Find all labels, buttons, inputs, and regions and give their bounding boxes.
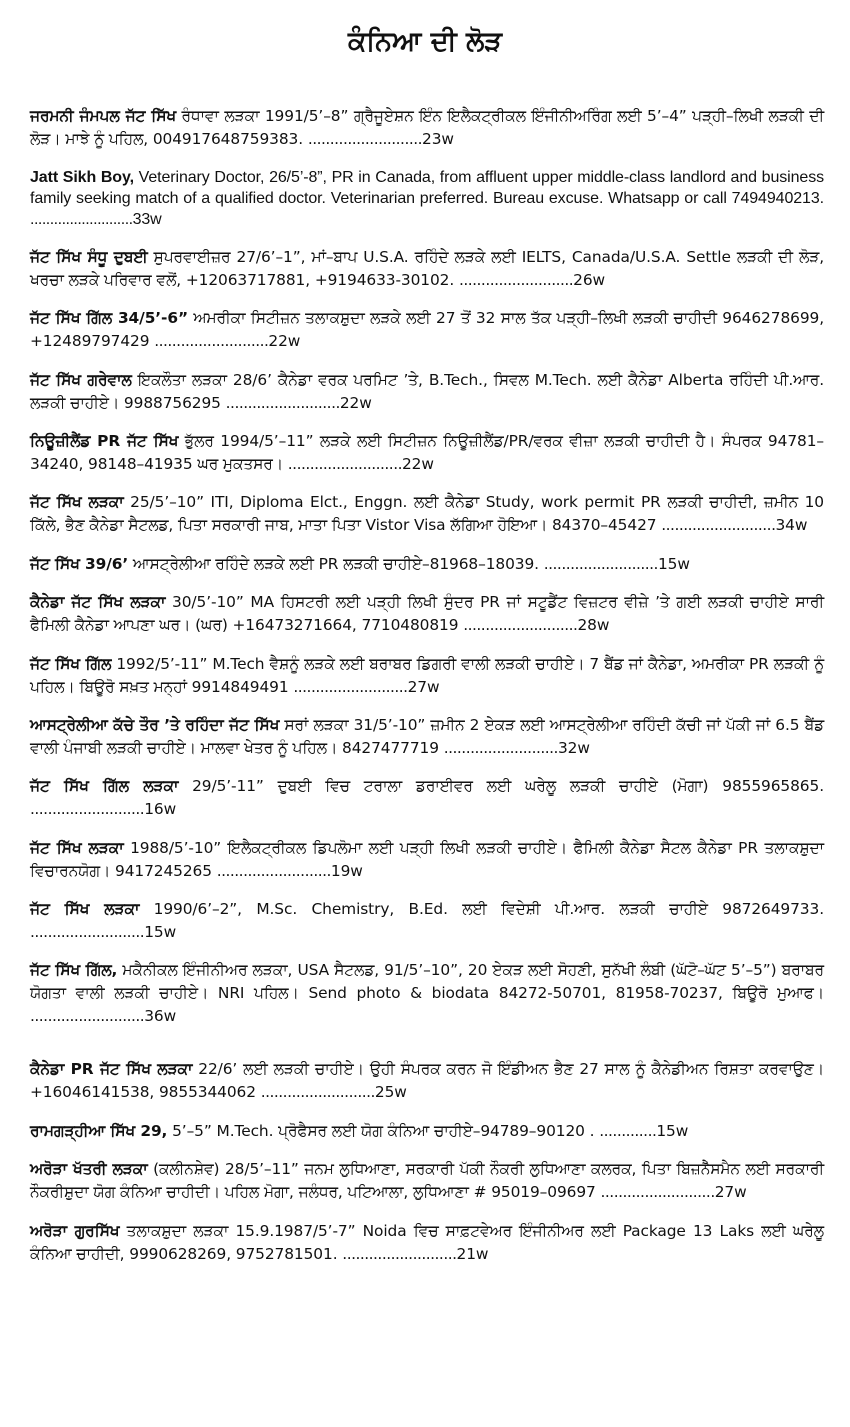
ad-code: 28w <box>577 616 610 635</box>
ad-lead: Jatt Sikh Boy, <box>30 169 134 187</box>
ad-leader-dots: .......................... <box>30 1007 145 1026</box>
ad-lead: ਜੱਟ ਸਿੱਖ ਸੰਧੂ ਦੁਬਈ <box>30 247 148 266</box>
ad-body: 29/5’-11” ਦੁਬਈ ਵਿਚ ਟਰਾਲਾ ਡਰਾਈਵਰ ਲਈ ਘਰੇਲੂ ਲੜਕੀ ਚਾਹੀਏ (ਮੋਗਾ) 9855965865. <box>178 777 824 796</box>
ad-code: 22w <box>339 393 372 412</box>
ad-lead: ਕੈਨੇਡਾ PR ਜੱਟ ਸਿੱਖ ਲੜਕਾ <box>30 1060 193 1079</box>
classified-ad <box>30 1158 824 1204</box>
ad-lead: ਨਿਊਜ਼ੀਲੈਂਡ PR ਜੱਟ ਸਿੱਖ <box>30 431 179 450</box>
ad-lead: ਜੱਟ ਸਿੱਖ ਗਰੇਵਾਲ <box>30 370 132 389</box>
classified-ad <box>30 1058 824 1104</box>
classified-ad <box>30 775 824 821</box>
ad-leader-dots: .......................... <box>225 393 340 412</box>
ad-leader-dots: .......................... <box>443 738 558 757</box>
ad-code: 19w <box>330 861 363 880</box>
ad-lead: ਜੱਟ ਸਿੱਖ ਗਿੱਲ, <box>30 961 118 980</box>
ad-body: (ਕਲੀਨਸ਼ੇਵ) 28/5’–11” ਜਨਮ ਲੁਧਿਆਣਾ, ਸਰਕਾਰੀ ਪੱਕੀ ਨੌਕਰੀ ਲੁਧਿਆਣਾ ਕਲਰਕ, ਪਿਤਾ ਬਿਜ਼ਨੈੱਸਮੈਨ ਲਈ ਸਰਕਾਰੀ ਨੌਕਰੀਸ਼ੁਦਾ ਯੋਗ ਕੰਨਿਆ ਚਾਹੀਦੀ। ਪਹਿਲ ਮੋਗਾ, ਜਲੰਧਰ, ਪਟਿਆਲਾ, ਲੁਧਿਆਣਾ # 95019–09697 <box>30 1160 824 1202</box>
ad-code: 32w <box>557 738 590 757</box>
ad-code: 22w <box>268 332 301 351</box>
ad-leader-dots: .......................... <box>30 211 133 229</box>
ad-lead: ਜਰਮਨੀ ਜੰਮਪਲ ਜੱਟ ਸਿੱਖ <box>30 107 176 126</box>
ad-lead: ਜੱਟ ਸਿੱਖ ਗਿੱਲ 34/5’-6” <box>30 309 188 328</box>
ad-code: 15w <box>144 923 177 942</box>
classified-ad <box>30 837 824 883</box>
ad-leader-dots: .......................... <box>661 516 776 535</box>
ad-leader-dots: .......................... <box>287 454 402 473</box>
ad-body: ਸੁਪਰਵਾਈਜ਼ਰ 27/6’–1”, ਮਾਂ–ਬਾਪ U.S.A. ਰਹਿੰਦੇ ਲੜਕੇ ਲਈ IELTS, Canada/U.S.A. Settle ਲੜਕੀ ਦੀ ਲੋੜ, ਖਰਚਾ ਲੜਕੇ ਪਰਿਵਾਰ ਵਲੋਂ, +12063717881, +9194633-30102. <box>30 247 824 289</box>
ad-leader-dots: .......................... <box>260 1083 375 1102</box>
classified-ad <box>30 430 824 476</box>
ad-code: 33w <box>132 211 162 229</box>
ad-body: ਮਕੈਨੀਕਲ ਇੰਜੀਨੀਅਰ ਲੜਕਾ, USA ਸੈਟਲਡ, 91/5’–10”, 20 ਏਕੜ ਲਈ ਸੋਹਣੀ, ਸੁਨੱਖੀ ਲੰਬੀ (ਘੱਟੋ–ਘੱਟ 5’–5”) ਬਰਾਬਰ ਯੋਗਤਾ ਵਾਲੀ ਲੜਕੀ ਚਾਹੀਏ। NRI ਪਹਿਲ। Send photo & biodata 84272-50701, 81958-70237, ਬਿਊਰੋ ਮੁਆਫ। <box>30 961 825 1003</box>
ad-leader-dots: .......................... <box>600 1183 715 1202</box>
classified-ad <box>30 959 824 1028</box>
classified-ad <box>30 491 824 537</box>
ad-code: 15w <box>657 554 690 573</box>
page-title: ਕੰਨਿਆ ਦੀ ਲੋੜ <box>347 26 503 57</box>
classified-ads-list <box>30 90 824 1281</box>
ad-body: ਇਕਲੌਤਾ ਲੜਕਾ 28/6’ ਕੈਨੇਡਾ ਵਰਕ ਪਰਮਿਟ ’ਤੇ, B.Tech., ਸਿਵਲ M.Tech. ਲਈ ਕੈਨੇਡਾ Alberta ਰਹਿੰਦੀ ਪੀ.ਆਰ. ਲੜਕੀ ਚਾਹੀਏ। 9988756295 <box>30 370 824 412</box>
ad-lead: ਜੱਟ ਸਿੱਖ ਲੜਕਾ <box>30 900 140 919</box>
ad-body: 5’–5” M.Tech. ਪ੍ਰੋਫੈਸਰ ਲਈ ਯੋਗ ਕੰਨਿਆ ਚਾਹੀਏ–94789–90120 . <box>167 1121 595 1140</box>
classified-ad <box>30 167 824 230</box>
ad-code: 21w <box>456 1244 489 1263</box>
ad-code: 16w <box>144 800 177 819</box>
classified-ad <box>30 105 824 151</box>
ad-code: 22w <box>401 454 434 473</box>
classified-ad <box>30 307 824 353</box>
ad-leader-dots: .......................... <box>342 1244 457 1263</box>
ad-body: 1992/5’-11” M.Tech ਵੈਸ਼ਨੂੰ ਲੜਕੇ ਲਈ ਬਰਾਬਰ ਡਿਗਰੀ ਵਾਲੀ ਲੜਕੀ ਚਾਹੀਏ। 7 ਬੈਂਡ ਜਾਂ ਕੈਨੇਡਾ, ਅਮਰੀਕਾ PR ਲੜਕੀ ਨੂੰ ਪਹਿਲ। ਬਿਊਰੋ ਸਖ਼ਤ ਮਨ੍ਹਾਂ 9914849491 <box>30 654 824 696</box>
ad-lead: ਅਰੋੜਾ ਗੁਰਸਿੱਖ <box>30 1221 120 1240</box>
ad-lead: ਜੱਟ ਸਿੱਖ ਗਿੱਲ <box>30 654 112 673</box>
ad-leader-dots: .......................... <box>458 270 574 289</box>
ad-lead: ਅਰੋੜਾ ਖੱਤਰੀ ਲੜਕਾ <box>30 1160 148 1179</box>
ad-body: ਸਰਾਂ ਲੜਕਾ 31/5’-10” ਜ਼ਮੀਨ 2 ਏਕੜ ਲਈ ਆਸਟ੍ਰੇਲੀਆ ਰਹਿੰਦੀ ਕੱਚੀ ਜਾਂ ਪੱਕੀ ਜਾਂ 6.5 ਬੈਂਡ ਵਾਲੀ ਪੰਜਾਬੀ ਲੜਕੀ ਚਾਹੀਏ। ਮਾਲਵਾ ਖੇਤਰ ਨੂੰ ਪਹਿਲ। 8427477719 <box>30 715 824 757</box>
ad-leader-dots: .......................... <box>30 800 145 819</box>
ad-lead: ਜੱਟ ਸਿੱਖ 39/6’ <box>30 554 129 573</box>
ad-body: 30/5’-10” MA ਹਿਸਟਰੀ ਲਈ ਪੜ੍ਹੀ ਲਿਖੀ ਸੁੰਦਰ PR ਜਾਂ ਸਟੂਡੈਂਟ ਵਿਜ਼ਟਰ ਵੀਜ਼ੇ ’ਤੇ ਗਈ ਲੜਕੀ ਚਾਹੀਏ ਸਾਰੀ ਫੈਮਿਲੀ ਕੈਨੇਡਾ ਆਪਣਾ ਘਰ। (ਘਰ) +16473271664, 7710480819 <box>30 593 825 635</box>
ad-body: ਅਮਰੀਕਾ ਸਿਟੀਜ਼ਨ ਤਲਾਕਸ਼ੁਦਾ ਲੜਕੇ ਲਈ 27 ਤੋਂ 32 ਸਾਲ ਤੱਕ ਪੜ੍ਹੀ–ਲਿਖੀ ਲੜਕੀ ਚਾਹੀਦੀ 9646278699, +12489797429 <box>30 309 825 351</box>
ad-code: 34w <box>775 516 808 535</box>
ad-lead: ਰਾਮਗੜ੍ਹੀਆ ਸਿੱਖ 29, <box>30 1121 168 1140</box>
ad-code: 27w <box>407 677 440 696</box>
classified-ad <box>30 553 824 576</box>
ad-lead: ਜੱਟ ਸਿੱਖ ਲੜਕਾ <box>30 838 124 857</box>
classified-ad <box>30 246 824 292</box>
ad-body: ਭੁੱਲਰ 1994/5’–11” ਲੜਕੇ ਲਈ ਸਿਟੀਜ਼ਨ ਨਿਊਜ਼ੀਲੈਂਡ/PR/ਵਰਕ ਵੀਜ਼ਾ ਲੜਕੀ ਚਾਹੀਦੀ ਹੈ। ਸੰਪਰਕ 94781–34240, 98148–41935 ਘਰ ਮੁਕਤਸਰ। <box>30 431 824 473</box>
ad-body: 1990/6’–2”, M.Sc. Chemistry, B.Ed. ਲਈ ਵਿਦੇਸ਼ੀ ਪੀ.ਆਰ. ਲੜਕੀ ਚਾਹੀਏ 9872649733. <box>139 900 824 919</box>
ad-body: ਰੰਧਾਵਾ ਲੜਕਾ 1991/5’–8” ਗ੍ਰੈਜੂਏਸ਼ਨ ਇੰਨ ਇਲੈਕਟ੍ਰੀਕਲ ਇੰਜੀਨੀਅਰਿੰਗ ਲਈ 5’–4” ਪੜ੍ਹੀ–ਲਿਖੀ ਲੜਕੀ ਦੀ ਲੋੜ। ਮਾਝੇ ਨੂੰ ਪਹਿਲ, 004917648759383. <box>30 107 824 149</box>
ad-code: 15w <box>656 1121 689 1140</box>
ad-code: 36w <box>144 1007 177 1026</box>
classified-ad <box>30 653 824 699</box>
ad-lead: ਆਸਟ੍ਰੇਲੀਆ ਕੱਚੇ ਤੌਰ ’ਤੇ ਰਹਿੰਦਾ ਜੱਟ ਸਿੱਖ <box>30 715 280 734</box>
ad-leader-dots: .......................... <box>30 923 145 942</box>
ad-body: ਆਸਟ੍ਰੇਲੀਆ ਰਹਿੰਦੇ ਲੜਕੇ ਲਈ PR ਲੜਕੀ ਚਾਹੀਏ–81968–18039. <box>128 554 539 573</box>
ad-code: 25w <box>374 1083 407 1102</box>
ad-leader-dots: .......................... <box>307 130 423 149</box>
classified-ad <box>30 591 824 637</box>
ad-body: Veterinary Doctor, 26/5’-8”, PR in Canada, from affluent upper middle-class landlord and business family seeking match of a qualified doctor. Veterinarian preferred. Bureau excuse. Whatsapp or call 7494940213. <box>30 169 824 208</box>
ad-code: 26w <box>573 270 606 289</box>
ad-body: 25/5’–10” ITI, Diploma Elct., Enggn. ਲਈ ਕੈਨੇਡਾ Study, work permit PR ਲੜਕੀ ਚਾਹੀਦੀ, ਜ਼ਮੀਨ 10 ਕਿੱਲੇ, ਭੈਣ ਕੈਨੇਡਾ ਸੈਟਲਡ, ਪਿਤਾ ਸਰਕਾਰੀ ਜਾਬ, ਮਾਤਾ ਪਿਤਾ Vistor Visa ਲੱਗਿਆ ਹੋਇਆ। 84370–45427 <box>30 493 824 535</box>
classified-ad <box>30 898 824 944</box>
ad-lead: ਜੱਟ ਸਿੱਖ ਲੜਕਾ <box>30 493 124 512</box>
ad-leader-dots: .......................... <box>216 861 331 880</box>
classified-ad <box>30 1220 824 1266</box>
ad-lead: ਕੈਨੇਡਾ ਜੱਟ ਸਿੱਖ ਲੜਕਾ <box>30 593 166 612</box>
ad-leader-dots: ............. <box>599 1121 657 1140</box>
classified-ad <box>30 1120 824 1143</box>
ad-code: 27w <box>714 1183 747 1202</box>
classified-ad <box>30 714 824 760</box>
ad-leader-dots: .......................... <box>154 332 269 351</box>
ad-leader-dots: .......................... <box>463 616 578 635</box>
classified-ad <box>30 369 824 415</box>
ad-body: 22/6’ ਲਈ ਲੜਕੀ ਚਾਹੀਏ। ਉਹੀ ਸੰਪਰਕ ਕਰਨ ਜੋ ਇੰਡੀਅਨ ਭੈਣ 27 ਸਾਲ ਨੂੰ ਕੈਨੇਡੀਅਨ ਰਿਸ਼ਤਾ ਕਰਵਾਉਣ। +16046141538, 9855344062 <box>30 1060 825 1102</box>
ad-body: ਤਲਾਕਸ਼ੁਦਾ ਲੜਕਾ 15.9.1987/5’-7” Noida ਵਿਚ ਸਾਫ਼ਟਵੇਅਰ ਇੰਜੀਨੀਅਰ ਲਈ Package 13 Laks ਲਈ ਘਰੇਲੂ ਕੰਨਿਆ ਚਾਹੀਦੀ, 9990628269, 9752781501. <box>30 1221 824 1263</box>
ad-leader-dots: .......................... <box>543 554 658 573</box>
ad-code: 23w <box>422 130 454 149</box>
ad-lead: ਜੱਟ ਸਿੱਖ ਗਿੱਲ ਲੜਕਾ <box>30 777 179 796</box>
ad-leader-dots: .......................... <box>293 677 408 696</box>
ad-body: 1988/5’-10” ਇਲੈਕਟ੍ਰੀਕਲ ਡਿਪਲੋਮਾ ਲਈ ਪੜ੍ਹੀ ਲਿਖੀ ਲੜਕੀ ਚਾਹੀਏ। ਫੈਮਿਲੀ ਕੈਨੇਡਾ ਸੈਟਲ ਕੈਨੇਡਾ PR ਤਲਾਕਸ਼ੁਦਾ ਵਿਚਾਰਨਯੋਗ। 9417245265 <box>30 838 824 880</box>
